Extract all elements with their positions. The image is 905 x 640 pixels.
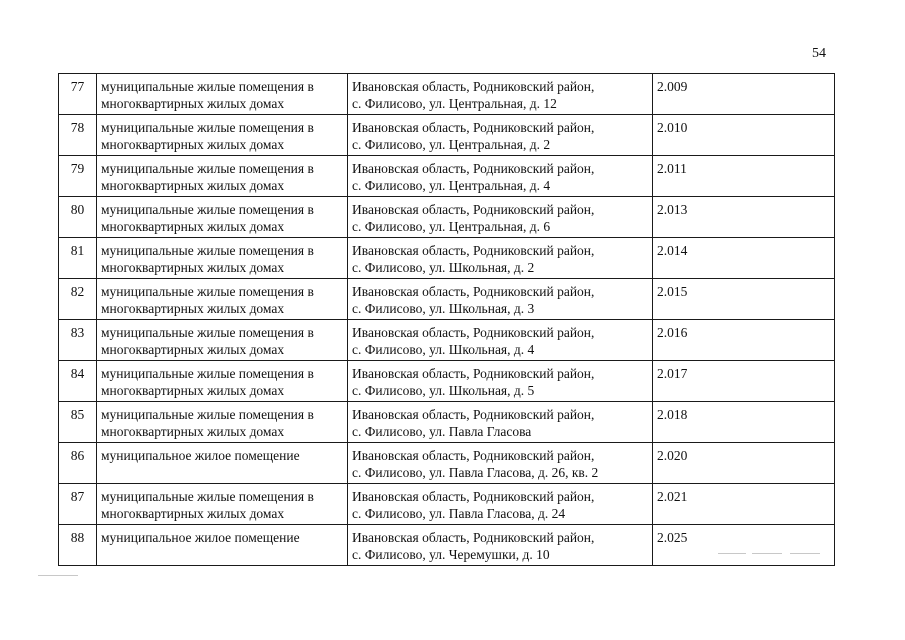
address-cell [348,443,653,484]
table-row [59,156,835,197]
address-cell [348,156,653,197]
table-body [59,74,835,566]
registry-code-cell: 2.016 [653,320,835,361]
address-line: Ивановская область, Родниковский район, [352,530,595,545]
address-cell [348,402,653,443]
address-line: Ивановская область, Родниковский район, [352,202,595,217]
property-name-line: муниципальное жилое помещение [101,448,300,463]
property-name-line: многоквартирных жилых домах [101,342,285,357]
address-line: Ивановская область, Родниковский район, [352,407,595,422]
property-name-cell [97,279,348,320]
row-number: 80 [59,197,97,238]
property-name-cell [97,197,348,238]
scan-artifact [752,553,782,554]
address-line: с. Филисово, ул. Школьная, д. 3 [352,301,535,316]
address-line: с. Филисово, ул. Центральная, д. 6 [352,219,551,234]
property-registry-table [58,73,835,566]
registry-code-cell: 2.025 [653,525,835,566]
address-line: с. Филисово, ул. Павла Гласова [352,424,532,439]
table-row [59,484,835,525]
row-number: 82 [59,279,97,320]
scan-artifact [38,575,78,576]
property-name-cell [97,320,348,361]
address-cell [348,238,653,279]
address-cell [348,74,653,115]
property-name-line: многоквартирных жилых домах [101,219,285,234]
table-row [59,238,835,279]
row-number: 87 [59,484,97,525]
table-row [59,361,835,402]
table-row [59,525,835,566]
address-line: Ивановская область, Родниковский район, [352,325,595,340]
property-name-line: муниципальные жилые помещения в [101,407,314,422]
table-row [59,115,835,156]
table-row [59,74,835,115]
row-number: 88 [59,525,97,566]
registry-code-cell: 2.009 [653,74,835,115]
address-line: с. Филисово, ул. Черемушки, д. 10 [352,547,550,562]
address-line: с. Филисово, ул. Центральная, д. 4 [352,178,551,193]
registry-code-cell: 2.020 [653,443,835,484]
table-row [59,197,835,238]
address-line: Ивановская область, Родниковский район, [352,79,595,94]
address-cell [348,525,653,566]
property-name-cell [97,484,348,525]
table-row [59,320,835,361]
property-name-line: многоквартирных жилых домах [101,424,285,439]
page-number: 54 [812,46,826,61]
registry-code-cell: 2.011 [653,156,835,197]
property-name-line: муниципальное жилое помещение [101,530,300,545]
property-name-line: многоквартирных жилых домах [101,383,285,398]
property-name-cell [97,443,348,484]
row-number: 85 [59,402,97,443]
table-row [59,443,835,484]
row-number: 81 [59,238,97,279]
property-name-cell [97,115,348,156]
scan-artifact [790,553,820,554]
property-name-line: муниципальные жилые помещения в [101,489,314,504]
address-line: Ивановская область, Родниковский район, [352,448,595,463]
address-line: с. Филисово, ул. Центральная, д. 2 [352,137,551,152]
address-line: Ивановская область, Родниковский район, [352,489,595,504]
address-cell [348,484,653,525]
property-name-line: многоквартирных жилых домах [101,506,285,521]
scan-artifact [718,553,746,554]
property-name-line: муниципальные жилые помещения в [101,243,314,258]
address-cell [348,361,653,402]
property-name-line: многоквартирных жилых домах [101,96,285,111]
row-number: 83 [59,320,97,361]
address-line: с. Филисово, ул. Школьная, д. 2 [352,260,535,275]
property-name-cell [97,74,348,115]
table-row [59,402,835,443]
property-name-cell [97,156,348,197]
row-number: 86 [59,443,97,484]
property-name-line: муниципальные жилые помещения в [101,202,314,217]
property-name-line: муниципальные жилые помещения в [101,284,314,299]
property-name-line: муниципальные жилые помещения в [101,161,314,176]
row-number: 78 [59,115,97,156]
address-line: Ивановская область, Родниковский район, [352,120,595,135]
address-line: Ивановская область, Родниковский район, [352,161,595,176]
address-cell [348,279,653,320]
property-name-cell [97,361,348,402]
registry-code-cell: 2.010 [653,115,835,156]
property-name-line: муниципальные жилые помещения в [101,79,314,94]
registry-code-cell: 2.014 [653,238,835,279]
property-name-line: муниципальные жилые помещения в [101,325,314,340]
row-number: 84 [59,361,97,402]
registry-code-cell: 2.017 [653,361,835,402]
address-line: Ивановская область, Родниковский район, [352,366,595,381]
property-name-cell [97,402,348,443]
registry-code-cell: 2.021 [653,484,835,525]
property-name-line: многоквартирных жилых домах [101,178,285,193]
address-line: с. Филисово, ул. Школьная, д. 4 [352,342,535,357]
property-name-cell [97,525,348,566]
address-line: с. Филисово, ул. Школьная, д. 5 [352,383,535,398]
registry-code-cell: 2.018 [653,402,835,443]
property-name-line: многоквартирных жилых домах [101,137,285,152]
property-name-line: многоквартирных жилых домах [101,260,285,275]
address-cell [348,197,653,238]
property-name-line: муниципальные жилые помещения в [101,120,314,135]
address-line: Ивановская область, Родниковский район, [352,243,595,258]
address-cell [348,115,653,156]
address-line: с. Филисово, ул. Павла Гласова, д. 26, кв. 2 [352,465,599,480]
table-row [59,279,835,320]
address-cell [348,320,653,361]
property-name-line: многоквартирных жилых домах [101,301,285,316]
address-line: с. Филисово, ул. Павла Гласова, д. 24 [352,506,566,521]
property-name-cell [97,238,348,279]
address-line: Ивановская область, Родниковский район, [352,284,595,299]
address-line: с. Филисово, ул. Центральная, д. 12 [352,96,557,111]
row-number: 79 [59,156,97,197]
property-name-line: муниципальные жилые помещения в [101,366,314,381]
registry-code-cell: 2.013 [653,197,835,238]
row-number: 77 [59,74,97,115]
registry-code-cell: 2.015 [653,279,835,320]
